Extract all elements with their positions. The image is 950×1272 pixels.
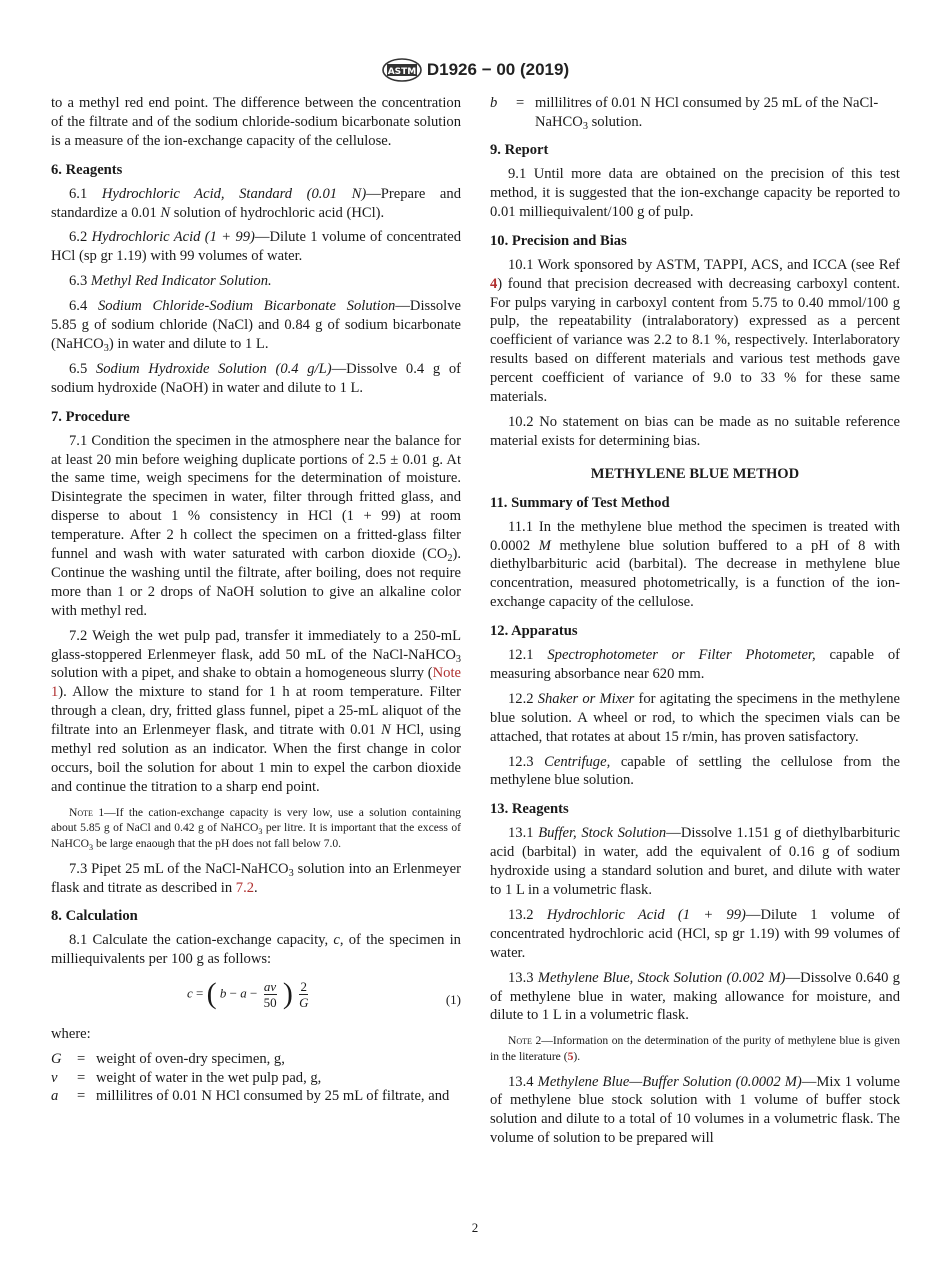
para-6-1: 6.1 Hydrochloric Acid, Standard (0.01 N)—Prepare and standardize a 0.01 N solution of hydrochloric acid (HCl).: [51, 185, 461, 221]
note-1: Note 1—If the cation-exchange capacity is very low, use a solution containing about 5.85 g of NaCl and 0.42 g of NaHCO$_3$ per litre. It is important that the excess of NaHCO$_3$ be large enaough that the pH does not fall below 7.0.: [51, 805, 461, 852]
section-9-heading: 9. Report: [490, 142, 549, 159]
section-6-heading: 6. Reagents: [51, 161, 123, 178]
section-11-heading: 11. Summary of Test Method: [490, 494, 670, 511]
reference-5-link[interactable]: 5: [567, 1049, 574, 1063]
astm-logo-icon: [381, 58, 423, 82]
para-12-3: 12.3 Centrifuge, capable of settling the cellulose from the methylene blue solution.: [490, 753, 900, 789]
definition-item: G = weight of oven-dry specimen, g,: [51, 1051, 285, 1068]
page-header: [0, 58, 950, 80]
intro-paragraph: to a methyl red end point. The difference between the concentration of the filtrate and of the sodium chloride-sodium bicarbonate solution is a measure of the ion-exchange capacity of the cellulose.: [51, 95, 461, 149]
section-12-heading: 12. Apparatus: [490, 623, 578, 640]
para-6-4: 6.4 Sodium Chloride-Sodium Bicarbonate Solution—Dissolve 5.85 g of sodium chloride (NaCl) and 0.84 g of sodium bicarbonate (NaHCO$_3$) in water and dilute to 1 L.: [51, 298, 461, 354]
note-2: Note 2—Information on the determination of the purity of methylene blue is given in the literature (5).: [490, 1034, 900, 1063]
section-13-heading: 13. Reagents: [490, 801, 569, 818]
section-10-heading: 10. Precision and Bias: [490, 232, 627, 249]
method-title: METHYLENE BLUE METHOD: [590, 465, 800, 482]
note-1-link[interactable]: Note 1: [51, 665, 461, 701]
right-column: [490, 94, 900, 1154]
section-8-heading: 8. Calculation: [51, 908, 138, 925]
equation-1: c = ( b − a − $\frac{av}{50}$ ) $\frac{2}{G}$ (1): [187, 977, 461, 1011]
document-code: D1926 − 00 (2019): [426, 60, 570, 79]
para-6-2: 6.2 Hydrochloric Acid (1 + 99)—Dilute 1 volume of concentrated HCl (sp gr 1.19) with 99 volumes of water.: [51, 229, 462, 265]
equation-number: (1): [445, 992, 461, 1008]
definition-item: a = millilitres of 0.01 N HCl consumed by 25 mL of filtrate, and: [51, 1088, 450, 1105]
para-12-2: 12.2 Shaker or Mixer for agitating the specimens in the methylene blue solution. A wheel or rod, to which the specimen vials can be attached, that rotates at about 15 r/min, has proven satisfactory.: [490, 690, 901, 745]
page-number: 2: [471, 1220, 479, 1235]
definition-item: b = millilitres of 0.01 N HCl consumed by 25 mL of the NaCl-NaHCO$_3$ solution.: [490, 95, 879, 132]
para-6-5: 6.5 Sodium Hydroxide Solution (0.4 g/L)—Dissolve 0.4 g of sodium hydroxide (NaOH) in water and dilute to 1 L.: [51, 360, 461, 396]
left-column: [51, 94, 461, 1106]
para-9-1: 9.1 Until more data are obtained on the precision of this test method, it is suggested that the ion-exchange capacity be reported to 0.01 milliequivalent/100 g of pulp.: [490, 166, 900, 220]
para-13-2: 13.2 Hydrochloric Acid (1 + 99)—Dilute 1 volume of concentrated hydrochloric acid (HCl, sp gr 1.19) with 99 volumes of water.: [490, 906, 900, 961]
para-8-1: 8.1 Calculate the cation-exchange capacity, c, of the specimen in milliequivalents per 100 g as follows:: [51, 932, 461, 968]
svg-text:ASTM: ASTM: [387, 67, 417, 77]
para-11-1: 11.1 In the methylene blue method the specimen is treated with 0.0002 M methylene blue solution buffered to a pH of 8 with diethylbarbituric acid (barbital). The decrease in methylene blue concentration, measured photometrically, is a function of the ion-exchange capacity of the cellulose.: [490, 518, 901, 611]
section-7-heading: 7. Procedure: [51, 408, 130, 425]
para-10-2: 10.2 No statement on bias can be made as no suitable reference material exists for determining bias.: [490, 413, 900, 449]
para-12-1: 12.1 Spectrophotometer or Filter Photometer, capable of measuring absorbance near 620 mm.: [490, 647, 900, 682]
reference-4-link[interactable]: 4: [490, 275, 498, 292]
para-13-1: 13.1 Buffer, Stock Solution—Dissolve 1.151 g of diethylbarbituric acid (barbital) in water, add the equivalent of 0.16 g of sodium hydroxide using a standard solution and buret, and dilute with water to 1 L in a volumetric flask.: [490, 825, 900, 898]
para-13-3: 13.3 Methylene Blue, Stock Solution (0.002 M)—Dissolve 0.640 g of methylene blue in water, making allowance for moisture, and dilute to 1 L in a volumetric flask.: [490, 969, 900, 1024]
para-13-4: 13.4 Methylene Blue—Buffer Solution (0.0002 M)—Mix 1 volume of methylene blue stock solution with 1 volume of buffer stock solution and dilute to a total of 10 volumes in a volumetric flask. The volume of solution to be prepared will: [490, 1073, 900, 1147]
variable-definitions: [51, 1050, 461, 1106]
definition-item: v = weight of water in the wet pulp pad, g,: [51, 1069, 322, 1086]
para-10-1: 10.1 Work sponsored by ASTM, TAPPI, ACS, and ICCA (see Ref 4) found that precision decreased with decreasing carboxyl content. For pulps varying in carboxyl content from 5.75 to 0.40 mmol/100 g pulp, the repeatability (intralaboratory) expressed as a percent coefficient of variance was 2.2 to 8.1 %, respectively. Interlaboratory results based on different materials and various test methods gave percent coefficient of variance of 9.0 to 33 % for these same materials.: [490, 256, 900, 406]
para-7-2: 7.2 Weigh the wet pulp pad, transfer it immediately to a 250-mL glass-stoppered Erlenmeyer flask, add 50 mL of the NaCl-NaHCO$_3$ solution with a pipet, and shake to obtain a homogeneous slurry (Note 1). Allow the mixture to stand for 1 h at room temperature. Filter through a clean, dry, fritted glass funnel, pipet a 25-mL aliquot of the filtrate into an Erlenmeyer flask, and titrate with 0.01 N HCl, using methyl red solution as an indicator. When the first change in color occurs, boil the solution for about 1 min to expel the carbon dioxide and continue the titration to a sharp end point.: [51, 627, 461, 795]
para-7-3: 7.3 Pipet 25 mL of the NaCl-NaHCO$_3$ solution into an Erlenmeyer flask and titrate as described in 7.2.: [51, 860, 461, 896]
section-7-2-link[interactable]: 7.2: [235, 879, 255, 896]
para-7-1: 7.1 Condition the specimen in the atmosphere near the balance for at least 20 min before weighing duplicate portions of 2.5 ± 0.01 g. At the same time, weigh specimens for the determination of moisture. Disintegrate the specimen in water, filter through fritted glass, and disperse to about 1 % consistency in HCl (1 + 99) at room temperature. After 2 h collect the specimen on a fritted-glass filter funnel and wash with water saturated with carbon dioxide $(CO_2)$. Continue the washing until the filtrate, after boiling, does not require more than 1 or 2 drops of NaOH solution to give an alkaline color with methyl red.: [51, 432, 461, 619]
para-6-3: 6.3 Methyl Red Indicator Solution.: [69, 273, 272, 290]
where-label: where:: [51, 1026, 91, 1043]
